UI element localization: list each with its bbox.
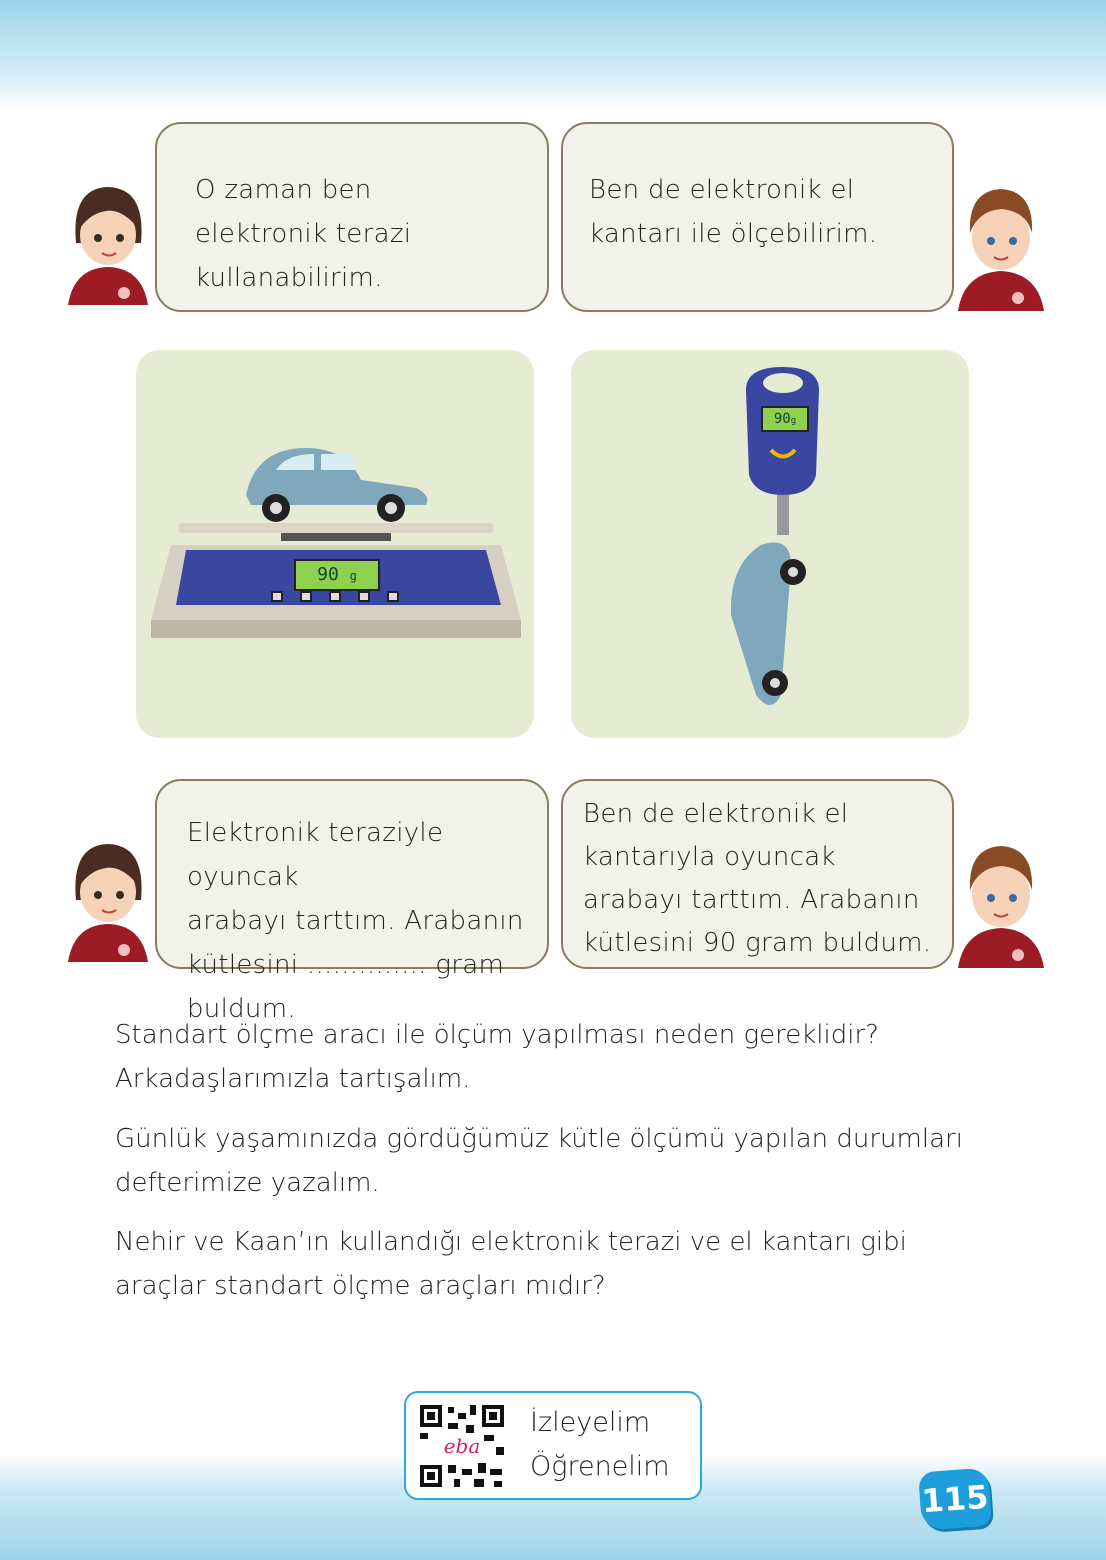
hand-scale-panel	[571, 350, 969, 738]
eba-logo: eba	[443, 1434, 481, 1458]
toy-car-on-scale-icon	[146, 440, 526, 650]
task-paragraph: Günlük yaşamınızda gördüğümüz kütle ölçümü yapılan durumları defterimize yazalım.	[115, 1124, 963, 1198]
boy-character-icon	[956, 183, 1046, 311]
bubble-text-line: Elektronik teraziyle oyuncak	[187, 818, 444, 892]
bubble-text: Ben de elektronik el kantarı ile ölçebilirim.	[589, 175, 878, 249]
speech-bubble-boy-top	[561, 122, 954, 312]
girl-character-icon	[66, 183, 150, 305]
page-number: 115	[918, 1468, 992, 1531]
question-paragraph: Standart ölçme aracı ile ölçüm yapılması neden gereklidir? Arkadaşlarımızla tartışalım.	[115, 1020, 879, 1094]
qr-label-line2: Öğrenelim	[530, 1451, 670, 1482]
scale-display-value: 90	[317, 564, 339, 585]
boy-character-icon	[956, 840, 1046, 968]
electronic-scale-panel	[136, 350, 534, 738]
header-band	[0, 0, 1106, 110]
scale-display-unit: g	[349, 569, 357, 583]
bubble-text-line: kütlesini .............. gram buldum.	[187, 950, 505, 1024]
girl-character-icon	[66, 840, 150, 962]
bubble-text-line: arabayı tarttım. Arabanın	[187, 906, 524, 936]
speech-bubble-boy-bottom	[561, 779, 954, 969]
speech-bubble-girl-bottom	[155, 779, 549, 1024]
kantar-display-unit: g	[790, 416, 797, 426]
kantar-display-value: 90	[773, 411, 791, 427]
speech-bubble-girl-top	[155, 122, 549, 312]
scale-display	[294, 559, 380, 591]
bubble-text: Ben de elektronik el kantarıyla oyuncak arabayı tarttım. Arabanın kütlesini 90 gram buldum.	[583, 799, 932, 958]
kantar-display	[761, 406, 809, 432]
qr-code-icon[interactable]	[418, 1403, 506, 1489]
qr-link-box[interactable]	[404, 1391, 702, 1500]
question-paragraph: Nehir ve Kaan’ın kullandığı elektronik terazi ve el kantarı gibi araçlar standart ölçme araçları mıdır?	[115, 1227, 907, 1301]
qr-label-line1: İzleyelim	[530, 1407, 651, 1438]
bubble-text: O zaman ben elektronik terazi kullanabilirim.	[195, 175, 412, 293]
